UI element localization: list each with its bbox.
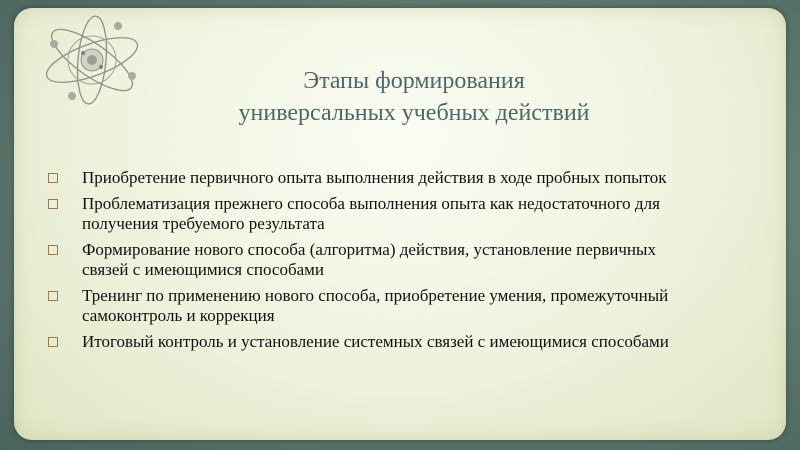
square-bullet-icon [48, 173, 58, 183]
list-item-text: Формирование нового способа (алгоритма) действия, установление первичных связей с имеющимися способами [82, 240, 656, 279]
stages-list [44, 168, 784, 358]
list-item-text: Проблематизация прежнего способа выполнения опыта как недостаточного для получения требуемого результата [82, 194, 660, 233]
slide-body [14, 8, 786, 440]
slide-title [134, 65, 694, 129]
square-bullet-icon [48, 199, 58, 209]
title-line-2: универсальных учебных действий [238, 100, 590, 126]
list-item [44, 194, 784, 234]
list-item-text: Тренинг по применению нового способа, приобретение умения, промежуточный самоконтроль и коррекция [82, 286, 669, 325]
list-item [44, 168, 784, 188]
square-bullet-icon [48, 337, 58, 347]
square-bullet-icon [48, 291, 58, 301]
list-item-text: Итоговый контроль и установление системных связей с имеющимися способами [82, 332, 669, 351]
atom-emblem-icon [36, 14, 148, 106]
title-line-1: Этапы формирования [303, 68, 525, 94]
list-item-text: Приобретение первичного опыта выполнения действия в ходе пробных попыток [82, 168, 667, 187]
list-item [44, 240, 784, 280]
list-item [44, 332, 784, 352]
list-item [44, 286, 784, 326]
square-bullet-icon [48, 245, 58, 255]
